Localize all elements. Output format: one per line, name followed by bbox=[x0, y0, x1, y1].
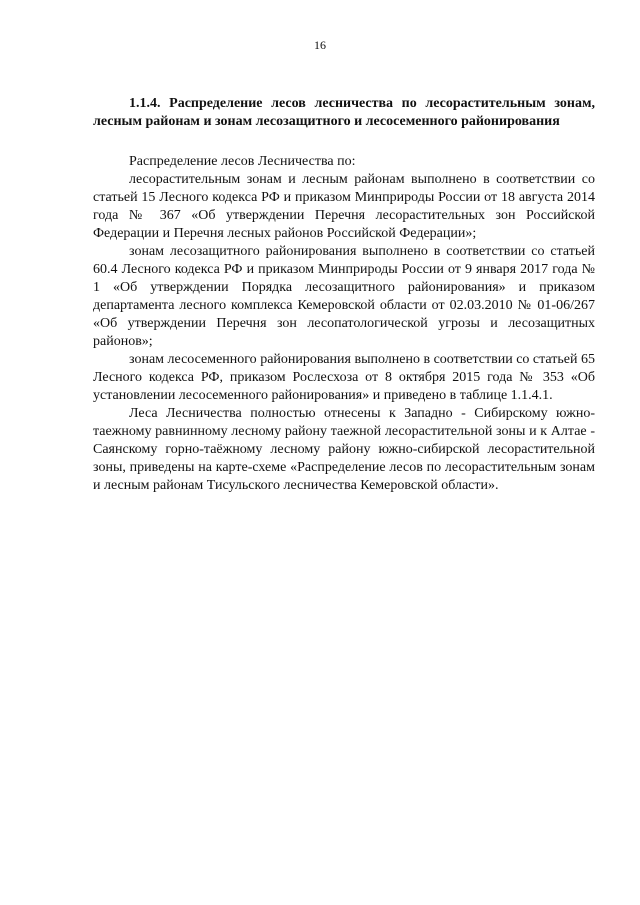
page-number: 16 bbox=[314, 38, 326, 52]
section-heading: 1.1.4. Распределение лесов лесничества по лесорастительным зонам, лесным районам и зонам лесозащитного и лесосеменного районирования bbox=[93, 96, 595, 129]
paragraph-intro: Распределение лесов Лесничества по: bbox=[129, 154, 356, 169]
document-body bbox=[93, 95, 595, 495]
paragraph-forest-assignment: Леса Лесничества полностью отнесены к Западно - Сибирскому южно-таежному равнинному лесному району таежной лесорастительной зоны и к Алтае - Саянскому горно-таёжному лесному району южно-сибирской лесорастительной зоны, приведены на карте-схеме «Распределение лесов по лесорастительным зонам и лесным районам Тисульского лесничества Кемеровской области». bbox=[93, 406, 595, 493]
paragraph-forest-protection-zones: зонам лесозащитного районирования выполнено в соответствии со статьей 60.4 Лесного кодекса РФ и приказом Минприроды России от 9 января 2017 года № 1 «Об утверждении Порядка лесозащитного районирования» и приказом департамента лесного комплекса Кемеровской области от 02.03.2010 № 01-06/267 «Об утверждении Перечня зон лесопатологической угрозы и лесозащитных районов»; bbox=[93, 244, 595, 349]
paragraph-seed-zones: зонам лесосеменного районирования выполнено в соответствии со статьей 65 Лесного кодекса РФ, приказом Рослесхоза от 8 октября 2015 года № 353 «Об установлении лесосеменного районирования» и приведено в таблице 1.1.4.1. bbox=[93, 352, 595, 403]
paragraph-vegetation-zones: лесорастительным зонам и лесным районам выполнено в соответствии со статьей 15 Лесного кодекса РФ и приказом Минприроды России от 18 августа 2014 года № 367 «Об утверждении Перечня лесорастительных зон Российской Федерации и Перечня лесных районов Российской Федерации»; bbox=[93, 172, 595, 241]
